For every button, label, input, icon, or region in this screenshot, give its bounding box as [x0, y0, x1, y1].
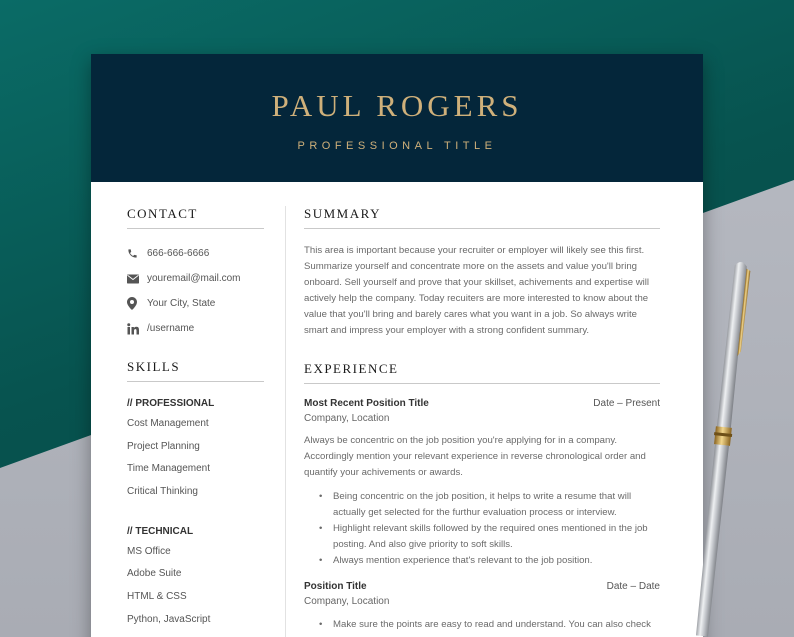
skill-item: Project Planning	[127, 440, 200, 452]
skill-item: Python, JavaScript	[127, 613, 211, 625]
bullet-item: • Highlight relevant skills followed by the required ones mentioned in the job posting. And also give priority to soft skills.	[333, 521, 660, 553]
professional-skills-heading: // PROFESSIONAL	[127, 398, 215, 409]
job-entry	[304, 581, 660, 633]
skill-item: Cost Management	[127, 418, 209, 429]
bullet-item: • Always mention experience that's relevant to the job position.	[333, 553, 660, 569]
technical-skills-list	[127, 541, 264, 632]
resume-page	[91, 54, 703, 637]
summary-heading: SUMMARY	[304, 206, 660, 229]
job-bullets	[304, 489, 660, 569]
job-entry	[304, 398, 660, 569]
skill-item: Adobe Suite	[127, 568, 182, 580]
professional-title: PROFESSIONAL TITLE	[297, 140, 497, 152]
contact-linkedin-text: /username	[147, 323, 195, 334]
contact-list	[127, 241, 264, 341]
column-divider	[285, 206, 286, 637]
linkedin-icon	[127, 323, 147, 335]
job-date: Date – Present	[593, 398, 660, 409]
skill-item: HTML & CSS	[127, 591, 187, 603]
contact-linkedin	[127, 316, 264, 341]
job-title: Position Title	[304, 581, 367, 592]
contact-email-text: youremail@mail.com	[147, 273, 241, 284]
contact-location-text: Your City, State	[147, 298, 216, 309]
phone-icon	[127, 248, 147, 259]
professional-skills-list	[127, 413, 264, 504]
summary-text: This area is important because your recruiter or employer will likely see this first. Summarize yourself and concentrate more on the assets and value you'll bring onboard. Sell yourself and prove that your skillset, achivements and expertise will actively help the company. Today recuiters are more interested to know about the value that you'll bring and barely cares what you want in a job. So always write smart and impress your employer with a strong confident summary.	[304, 245, 650, 336]
experience-heading: EXPERIENCE	[304, 361, 660, 384]
job-company: Company, Location	[304, 413, 390, 424]
job-description: Always be concentric on the job position you're applying for in a company. Accordingly mention your relevant experience in reverse chronological order and quantify your achivements or awards.	[304, 435, 646, 478]
skills-heading: SKILLS	[127, 359, 264, 382]
technical-skills-heading: // TECHNICAL	[127, 525, 194, 537]
skill-item: Time Management	[127, 463, 210, 475]
contact-phone-text: 666-666-6666	[147, 248, 210, 259]
contact-location	[127, 291, 264, 316]
contact-phone	[127, 241, 264, 266]
job-bullets	[304, 617, 660, 633]
contact-heading: CONTACT	[127, 206, 264, 229]
job-title: Most Recent Position Title	[304, 398, 429, 409]
left-column	[127, 206, 264, 632]
fountain-pen-image	[682, 255, 762, 637]
skill-item: MS Office	[127, 545, 171, 557]
resume-name: PAUL ROGERS	[271, 88, 523, 123]
envelope-icon	[127, 274, 147, 284]
contact-email	[127, 266, 264, 291]
bullet-item: • Being concentric on the job position, it helps to write a resume that will actually get selected for the furthur evaluation process or interview.	[333, 489, 660, 521]
skill-item: Critical Thinking	[127, 486, 198, 498]
right-column	[304, 206, 660, 633]
job-date: Date – Date	[606, 581, 660, 592]
job-header	[304, 581, 660, 592]
bullet-item: • Make sure the points are easy to read and understand. You can also check	[333, 617, 660, 633]
location-pin-icon	[127, 297, 147, 310]
job-company: Company, Location	[304, 596, 390, 607]
job-header	[304, 398, 660, 409]
resume-header	[91, 54, 703, 182]
